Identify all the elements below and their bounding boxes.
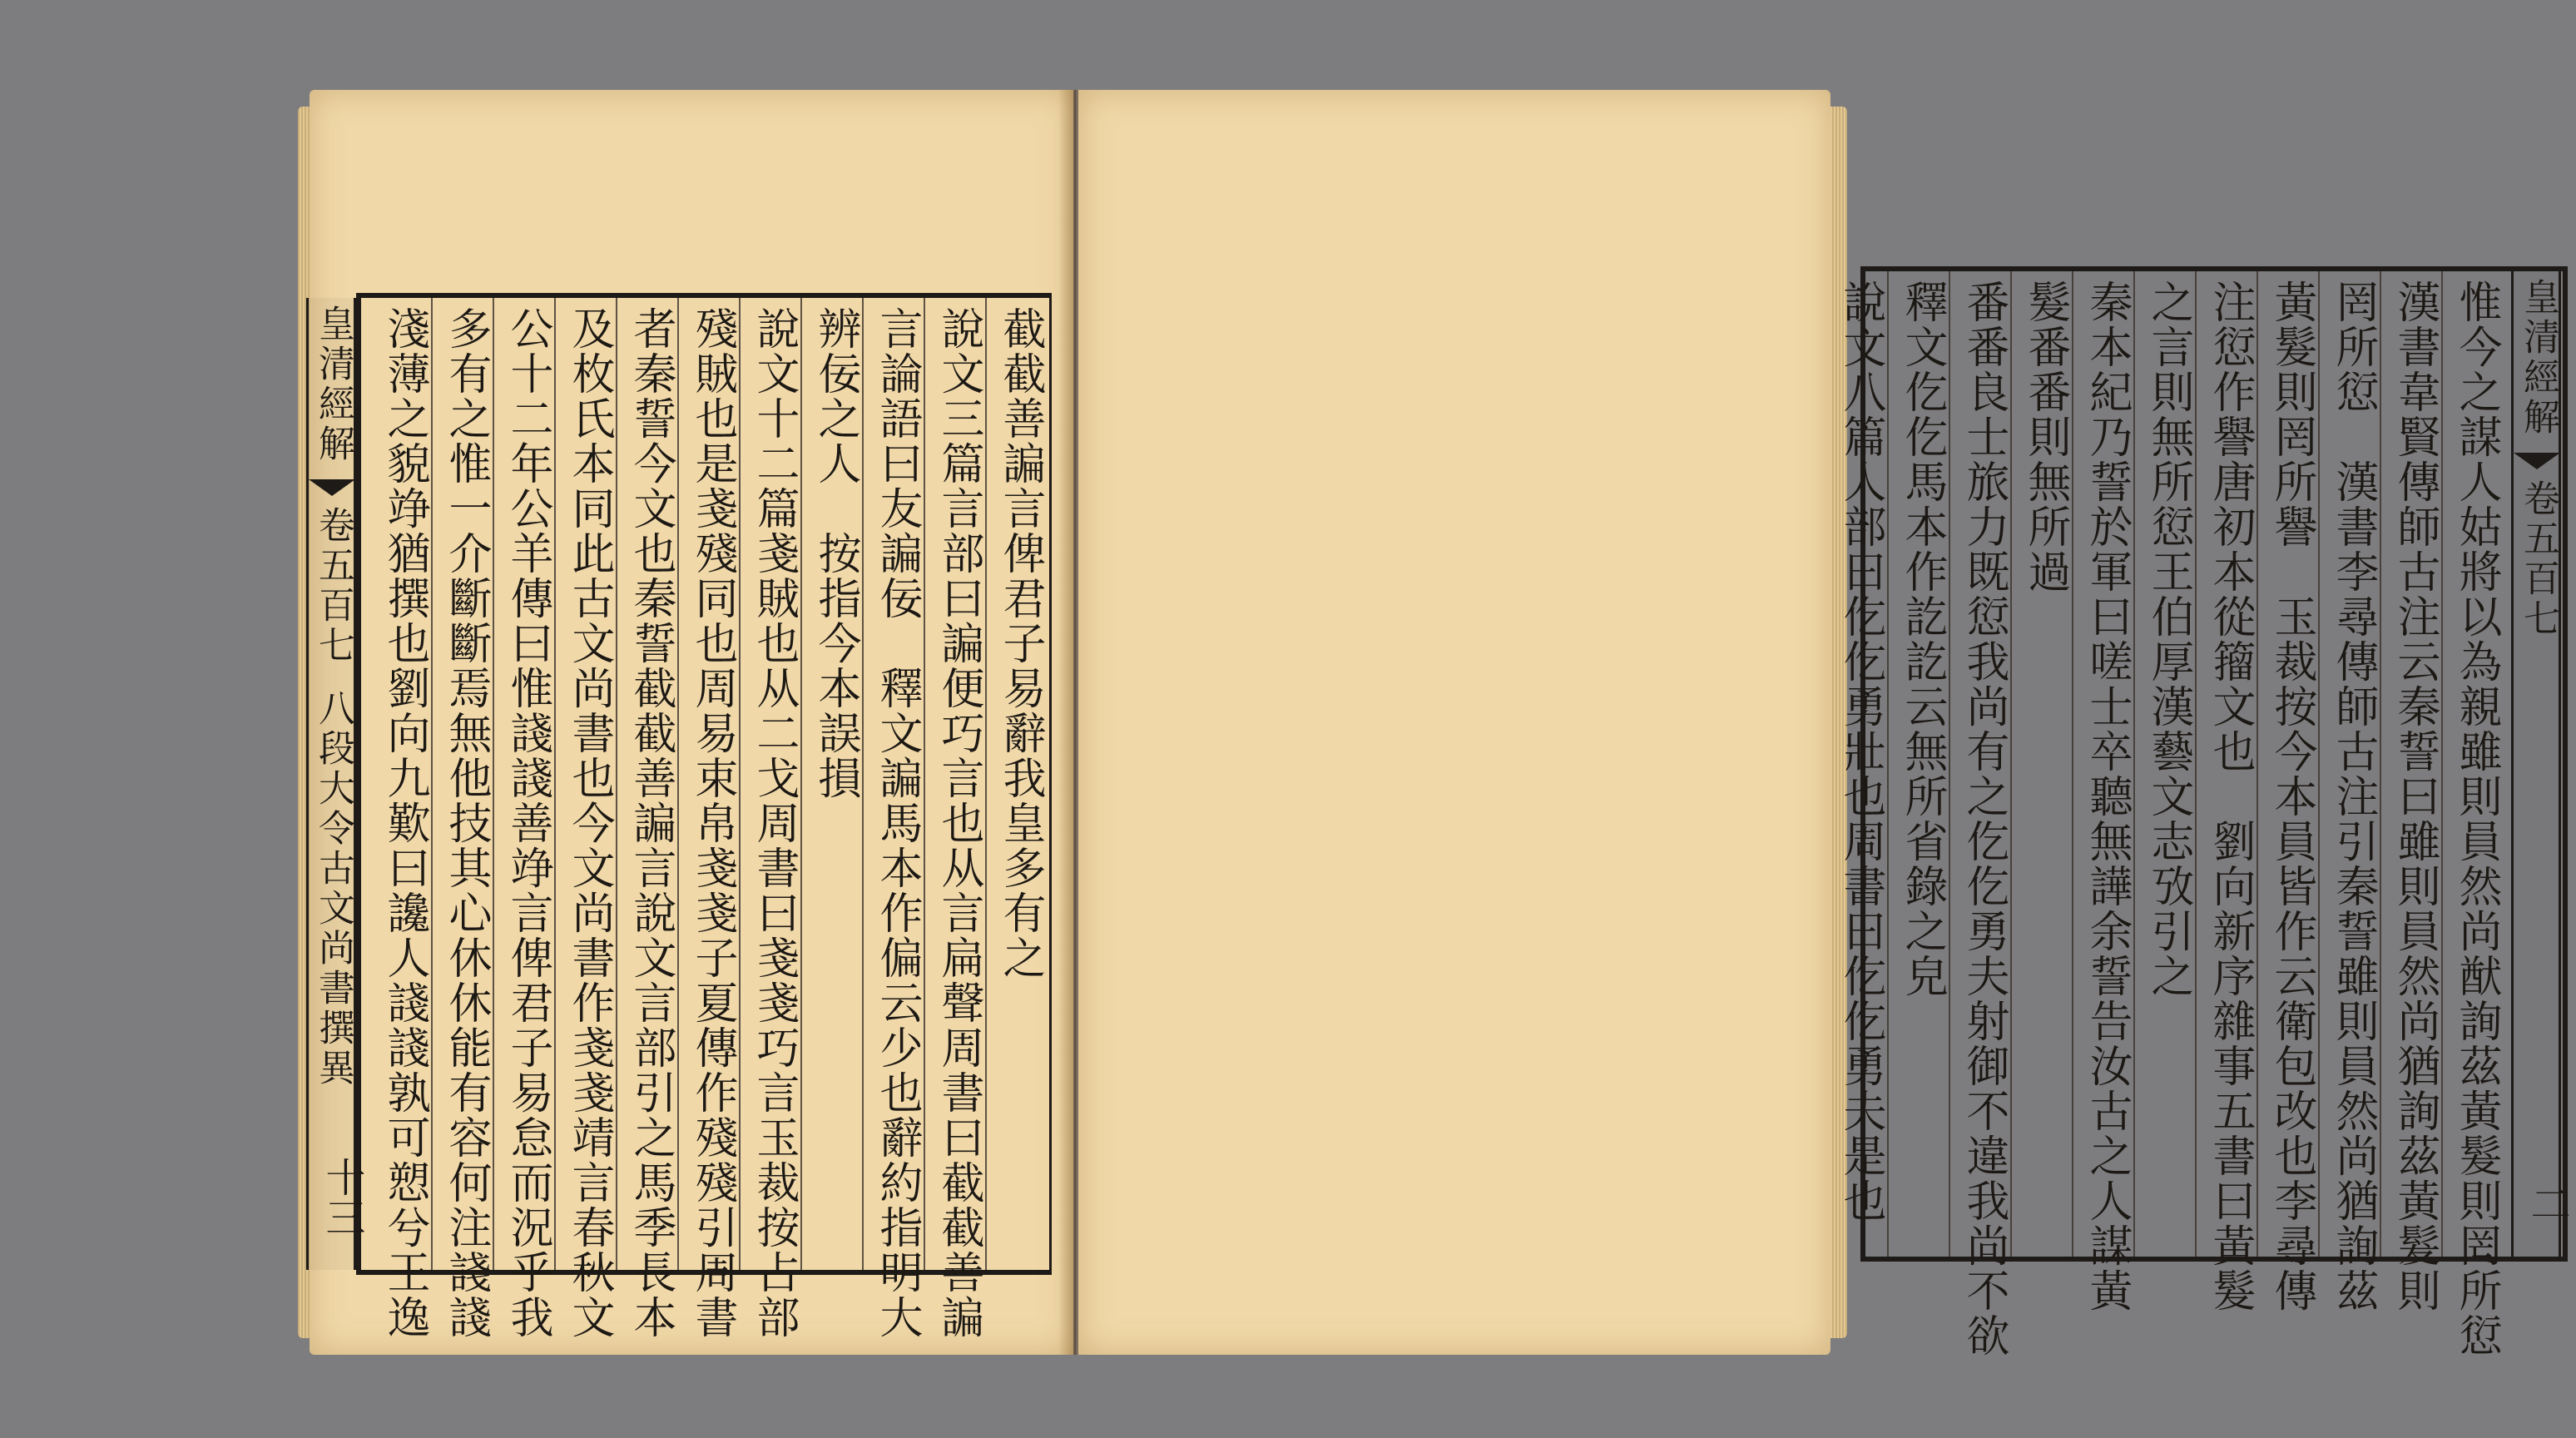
text-column: 番番良士旅力既愆我尚有之仡仡勇夫射御不違我尚不欲 [1959,280,2009,1358]
column-rule [2318,271,2320,1257]
right-text-frame [1835,266,2570,1358]
column-rule [2380,271,2381,1257]
margin-volume: 卷五百七 [2517,479,2559,639]
margin-title: 皇清經解 [2517,278,2559,438]
text-column: 注愆作譽唐初本從籀文也 劉向新序雜事五書曰黃髮 [2205,280,2255,1313]
text-column: 淺薄之貌竫猶撰也劉向九歎曰讒人諓諓孰可愬兮王逸 [379,306,429,1340]
text-column: 殘賊也是戔殘同也周易束帛戔戔子夏傳作殘殘引周書 [687,306,737,1340]
text-column: 辨佞之人 按指今本誤損 [810,306,860,801]
right-page [1078,90,2570,1358]
text-column: 截截善諞言俾君子易辭我皇多有之 [995,306,1045,980]
fish-tail-mark [309,479,355,496]
left-block-margin [306,298,365,1270]
text-column: 秦本紀乃誓於軍曰嗟士卒聽無譁余誓告汝古之人謀黃 [2082,280,2132,1313]
margin-title: 皇清經解 [312,305,354,464]
column-rule [924,298,925,1270]
margin-volume: 卷五百七 [312,506,354,666]
text-column: 惟今之謀人姑將以為親雖則員然尚猷詢茲黃髮則罔所愆 [2451,280,2501,1358]
left-text-frame [312,293,1052,1340]
text-column: 漢書韋賢傳師古注云秦誓曰雖則員然尚猶詢茲黃髮則 [2390,280,2440,1313]
column-rule [677,298,679,1270]
left-page [310,90,1073,1355]
column-rule [493,298,494,1270]
column-rule [800,298,802,1270]
text-column: 黃髮則罔所譽 玉裁按今本員皆作云衛包改也李尋傳 [2266,280,2316,1313]
column-rule [2010,271,2012,1257]
column-rule [2256,271,2258,1257]
column-rule [616,298,617,1270]
column-rule [1887,271,1889,1257]
text-column: 多有之惟一介斷斷焉無他技其心休休能有容何注諓諓 [441,306,491,1340]
text-column: 釋文仡仡馬本作訖訖云無所省錄之皃 [1897,280,1947,999]
column-rule [2133,271,2135,1257]
column-rule [862,298,864,1270]
right-block-margin [2511,271,2570,1257]
text-column: 罔所愆 漢書李尋傳師古注引秦誓雖則員然尚猶詢茲 [2328,280,2378,1313]
text-column: 者秦誓今文也秦誓截截善諞言說文言部引之馬季長本 [626,306,676,1340]
column-rule [739,298,741,1270]
text-column: 及枚氏本同此古文尚書也今文尚書作戔戔靖言春秋文 [564,306,614,1340]
column-rule [2195,271,2197,1257]
text-column: 之言則無所愆王伯厚漢藝文志攷引之 [2143,280,2193,999]
text-column: 說文八篇人部曰仡仡勇壯也周書曰仡仡勇夫是也 [1835,280,1885,1223]
text-column: 說文三篇言部曰諞便巧言也从言扁聲周書曰截截善諞 [934,306,983,1340]
column-rule [1949,271,1950,1257]
column-rule [431,298,433,1270]
page-number: 十三 [319,1157,365,1237]
fish-tail-mark [2514,453,2560,469]
column-rule [2441,271,2443,1257]
text-column: 說文十二篇戔賊也从二戈周書曰戔戔巧言玉裁按占部 [749,306,799,1340]
text-column: 言論語曰友諞佞 釋文諞馬本作偏云少也辭約指明大 [872,306,922,1340]
page-number: 二 [2524,1183,2570,1223]
column-rule [2072,271,2073,1257]
text-column: 髮番番則無所過 [2020,280,2070,594]
column-rule [554,298,556,1270]
margin-chapter: 八段大令古文尚書撰異 [312,689,354,1088]
open-book [310,90,2570,1358]
column-rule [985,298,987,1270]
text-column: 公十二年公羊傳曰惟諓諓善竫言俾君子易怠而況乎我 [503,306,552,1340]
